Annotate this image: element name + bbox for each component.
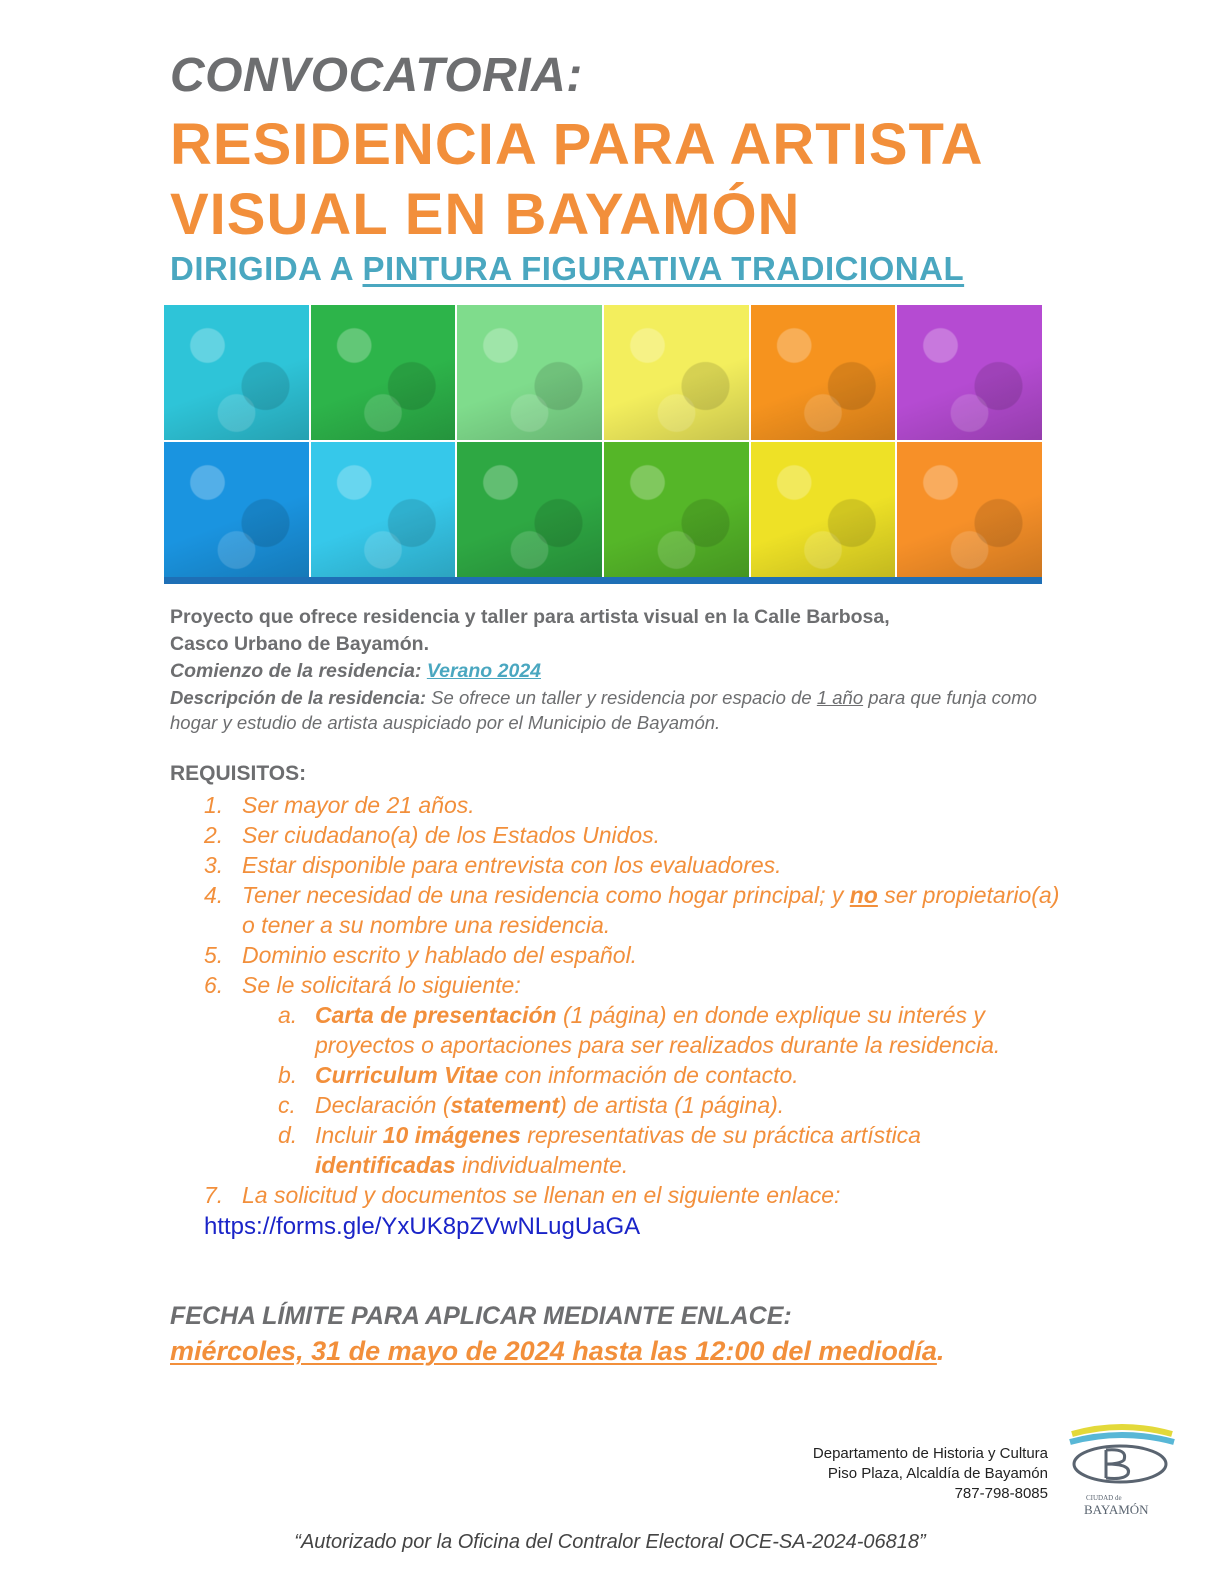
- requirements-list: [204, 790, 1064, 1242]
- list-item: 5. Dominio escrito y hablado del español.: [204, 940, 1064, 970]
- list-item: 7. La solicitud y documentos se llenan en el siguiente enlace:: [204, 1180, 1064, 1210]
- start-date: [170, 658, 1050, 685]
- sub-list-item: b. Curriculum Vitae con información de contacto.: [204, 1060, 1064, 1090]
- requirement-interview: Estar disponible para entrevista con los evaluadores.: [242, 852, 782, 878]
- list-item: 4. Tener necesidad de una residencia como hogar principal; y no ser propietario(a) o tener a su nombre una residencia.: [204, 880, 1064, 940]
- page-title: [170, 110, 984, 250]
- requirement-application: La solicitud y documentos se llenan en el siguiente enlace:: [242, 1182, 841, 1208]
- desc-text-1: Se ofrece un taller y residencia por espacio de: [426, 687, 817, 708]
- requirements-heading: REQUISITOS:: [170, 762, 307, 785]
- requirement-documents: Se le solicitará lo siguiente:: [242, 972, 521, 998]
- doc-cv: Curriculum Vitae con información de contacto.: [315, 1062, 799, 1088]
- desc-text-2: para que funja como hogar y estudio de artista auspiciado por el Municipio de Bayamón.: [170, 687, 1037, 733]
- desc-label: Descripción de la residencia:: [170, 687, 427, 708]
- requirement-housing: Tener necesidad de una residencia como hogar principal; y no ser propietario(a) o tener a su nombre una residencia.: [242, 882, 1060, 938]
- doc-images: Incluir 10 imágenes representativas de su práctica artística identificadas individualmente.: [315, 1122, 921, 1178]
- sub-list-item: c. Declaración (statement) de artista (1 página).: [204, 1090, 1064, 1120]
- banner-tile: [164, 305, 309, 440]
- list-item: 1. Ser mayor de 21 años.: [204, 790, 1064, 820]
- banner-tile: [604, 442, 749, 577]
- banner-tile: [457, 305, 602, 440]
- banner-bar: [164, 577, 1042, 584]
- desc-period: 1 año: [816, 687, 864, 708]
- list-item: 2. Ser ciudadano(a) de los Estados Unidos.: [204, 820, 1064, 850]
- application-link[interactable]: https://forms.gle/YxUK8pZVwNLugUaGA: [204, 1213, 641, 1240]
- subtitle: [170, 250, 964, 288]
- dept-name: Departamento de Historia y Cultura: [812, 1445, 1048, 1462]
- requirement-citizenship: Ser ciudadano(a) de los Estados Unidos.: [242, 822, 661, 848]
- subtitle-prefix: DIRIGIDA A: [170, 250, 363, 287]
- bayamon-logo: [1066, 1420, 1178, 1520]
- start-value: Verano 2024: [426, 660, 542, 682]
- subtitle-focus: PINTURA FIGURATIVA TRADICIONAL: [362, 250, 965, 287]
- list-item: 6. Se le solicitará lo siguiente:: [204, 970, 1064, 1000]
- requirement-age: Ser mayor de 21 años.: [242, 792, 475, 818]
- banner-tile: [457, 442, 602, 577]
- sub-list-item: a. Carta de presentación (1 página) en donde explique su interés y proyectos o aportaciones para ser realizados durante la residencia.: [204, 1000, 1064, 1060]
- intro-line-2: Casco Urbano de Bayamón.: [170, 633, 429, 655]
- banner-tile: [311, 305, 456, 440]
- banner-tile: [751, 442, 896, 577]
- dept-address: Piso Plaza, Alcaldía de Bayamón: [827, 1465, 1048, 1482]
- doc-statement: Declaración (statement) de artista (1 página).: [315, 1092, 785, 1118]
- banner-tile: [897, 442, 1042, 577]
- svg-text:CIUDAD de: CIUDAD de: [1086, 1494, 1122, 1502]
- residency-description: [170, 685, 1050, 735]
- emphasis-no: no: [849, 882, 878, 908]
- banner-tile: [311, 442, 456, 577]
- banner-tile: [897, 305, 1042, 440]
- doc-cover-letter: Carta de presentación (1 página) en donde explique su interés y proyectos o aportaciones para ser realizados durante la residencia.: [315, 1002, 1001, 1058]
- photo-collage-banner: [164, 305, 1042, 577]
- sub-list-item: d. Incluir 10 imágenes representativas de su práctica artística identificadas individualmente.: [204, 1120, 1064, 1180]
- requirement-spanish: Dominio escrito y hablado del español.: [242, 942, 638, 968]
- dept-phone: 787-798-8085: [954, 1485, 1048, 1502]
- svg-text:BAYAMÓN: BAYAMÓN: [1084, 1502, 1149, 1517]
- authorization-notice: “Autorizado por la Oficina del Contralor Electoral OCE-SA-2024-06818”: [294, 1531, 926, 1553]
- start-label: Comienzo de la residencia:: [170, 660, 427, 682]
- list-item: 3. Estar disponible para entrevista con los evaluadores.: [204, 850, 1064, 880]
- intro-section: [170, 604, 1050, 735]
- department-contact: [813, 1444, 1048, 1504]
- title-line-2: VISUAL EN BAYAMÓN: [170, 182, 801, 247]
- banner-tile: [604, 305, 749, 440]
- deadline-date: miércoles, 31 de mayo de 2024 hasta las 12:00 del mediodía.: [170, 1336, 945, 1366]
- banner-tile: [164, 442, 309, 577]
- intro-line-1: Proyecto que ofrece residencia y taller para artista visual en la Calle Barbosa,: [170, 606, 890, 628]
- deadline-heading: FECHA LÍMITE PARA APLICAR MEDIANTE ENLACE:: [170, 1302, 792, 1330]
- banner-tile: [751, 305, 896, 440]
- convocatoria-label: CONVOCATORIA:: [170, 49, 583, 102]
- title-line-1: RESIDENCIA PARA ARTISTA: [170, 112, 984, 177]
